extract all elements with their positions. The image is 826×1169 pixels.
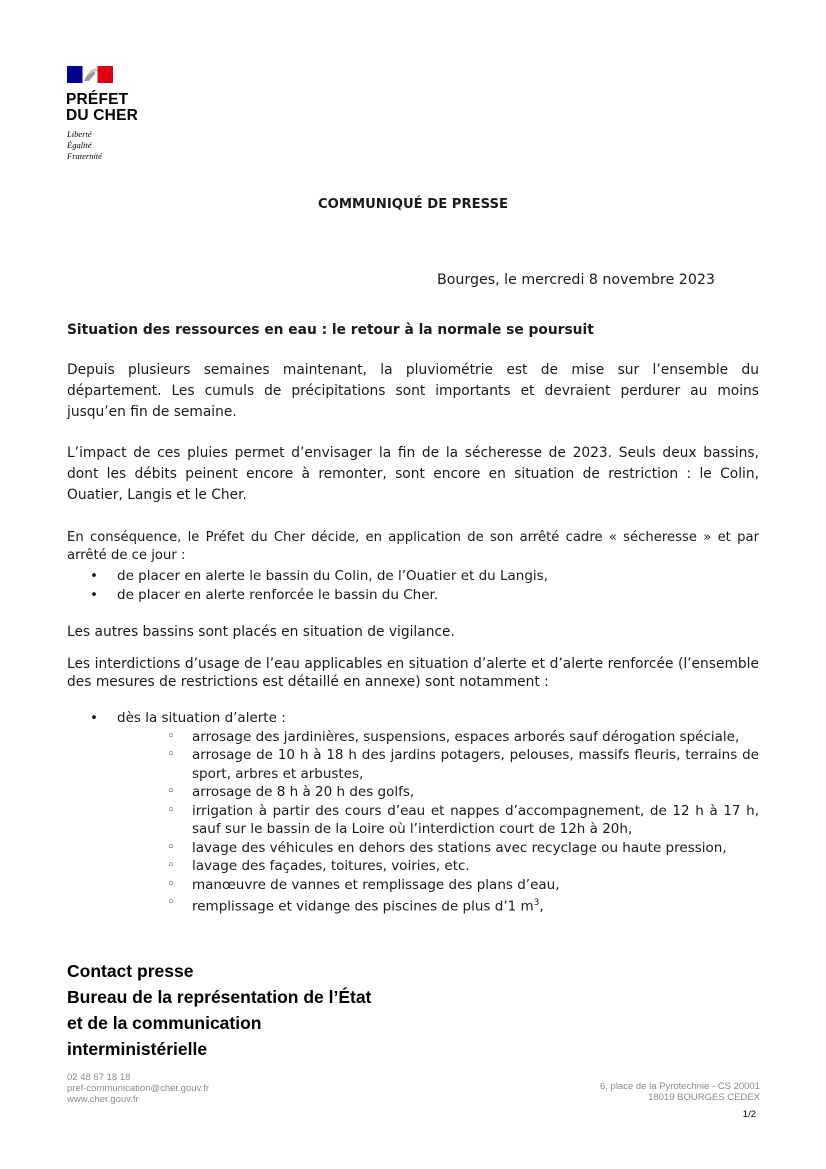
- restriction-text: remplissage et vidange des piscines de plus d’1 m: [192, 898, 534, 915]
- list-item: [117, 894, 759, 916]
- republic-motto: [67, 129, 102, 162]
- contact-block: [67, 958, 371, 1062]
- logo-title: [66, 92, 138, 124]
- list-item: ◦ lavage des véhicules en dehors des stations avec recyclage ou haute pression,: [117, 839, 759, 858]
- contact-office-line2: et de la communication: [67, 1013, 262, 1033]
- restriction-list: [67, 709, 759, 916]
- list-item: • de placer en alerte le bassin du Colin, de l’Ouatier et du Langis,: [67, 567, 759, 586]
- list-item: [67, 709, 759, 916]
- motto-fraternite: Fraternité: [67, 151, 102, 161]
- alert-intro: dès la situation d’alerte :: [117, 710, 286, 726]
- logo-title-line1: PRÉFET: [66, 91, 129, 108]
- paragraph-decision-intro: En conséquence, le Préfet du Cher décide, en application de son arrêté cadre « sécheresse » et par arrêté de ce jour :: [67, 530, 759, 563]
- decision-list: [67, 567, 759, 604]
- footer-email-link[interactable]: pref-communication@cher.gouv.fr: [67, 1083, 209, 1094]
- republic-flag-icon: [67, 66, 113, 83]
- document-date: Bourges, le mercredi 8 novembre 2023: [437, 272, 715, 288]
- footer-address-line2: 18019 BOURGES CEDEX: [648, 1092, 760, 1103]
- list-item: ◦ manœuvre de vannes et remplissage des plans d’eau,: [117, 876, 759, 895]
- restriction-end: ,: [539, 898, 544, 915]
- list-item: ◦ arrosage de 10 h à 18 h des jardins potagers, pelouses, massifs fleuris, terrains de sport, arbres et arbustes,: [117, 746, 759, 783]
- paragraph-rainfall: Depuis plusieurs semaines maintenant, la pluviométrie est de mise sur l’ensemble du département. Les cumuls de précipitations sont importants et devraient perdurer au moins jusqu’en fin de semaine.: [67, 362, 759, 420]
- list-item: ◦ lavage des façades, toitures, voiries, etc.: [117, 857, 759, 876]
- paragraph-restrictions-intro: Les interdictions d’usage de l’eau applicables en situation d’alerte et d’alerte renforcée (l’ensemble des mesures de restrictions est détaillé en annexe) sont notamment :: [67, 656, 759, 690]
- footer-contacts: [67, 1072, 209, 1105]
- footer-website-link[interactable]: www.cher.gouv.fr: [67, 1094, 139, 1105]
- contact-office-line3: interministérielle: [67, 1039, 208, 1059]
- paragraph-vigilance: Les autres bassins sont placés en situation de vigilance.: [67, 624, 455, 640]
- logo-title-line2: DU CHER: [66, 107, 139, 124]
- footer-address-line1: 6, place de la Pyrotechnie - CS 20001: [599, 1081, 760, 1092]
- footer-address: [460, 1081, 760, 1103]
- cubic-superscript: 3: [533, 898, 540, 908]
- contact-office-line1: Bureau de la représentation de l’État: [67, 987, 372, 1007]
- list-item: ◦ irrigation à partir des cours d’eau et nappes d’accompagnement, de 12 h à 17 h, sauf sur le bassin de la Loire où l’interdiction court de 12h à 20h,: [117, 802, 759, 839]
- contact-title: Contact presse: [67, 961, 194, 981]
- paragraph-drought-end: L’impact de ces pluies permet d’envisager la fin de la sécheresse de 2023. Seuls deux bassins, dont les débits peinent encore à remonter, sont encore en situation de restriction : le Colin, Ouatier, Langis et le Cher.: [67, 445, 759, 503]
- list-item: • de placer en alerte renforcée le bassin du Cher.: [67, 586, 759, 605]
- restriction-sublist: [117, 728, 759, 917]
- document-heading: COMMUNIQUÉ DE PRESSE: [317, 197, 509, 212]
- press-release-subject: Situation des ressources en eau : le retour à la normale se poursuit: [67, 322, 594, 338]
- list-item: ◦ arrosage des jardinières, suspensions, espaces arborés sauf dérogation spéciale,: [117, 728, 759, 747]
- motto-egalite: Égalité: [67, 140, 92, 150]
- motto-liberte: Liberté: [67, 129, 92, 139]
- footer-phone: 02 48 67 18 18: [67, 1072, 131, 1083]
- list-item: ◦ arrosage de 8 h à 20 h des golfs,: [117, 783, 759, 802]
- page-number: 1/2: [742, 1109, 756, 1120]
